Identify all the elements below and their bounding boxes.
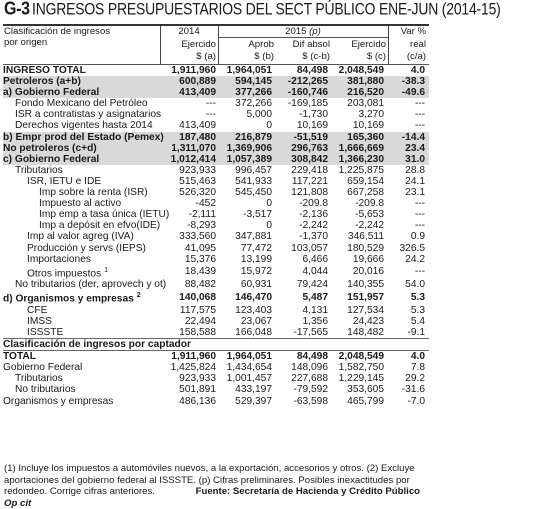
table-row — [3, 384, 429, 395]
cell-ejercido-2014: 117,575 — [179, 304, 216, 316]
cell-var-real: 4.0 — [386, 351, 429, 363]
table-row — [3, 154, 429, 165]
cell-dif-absol: 79,424 — [296, 279, 328, 291]
cell-dif-absol: -2,136 — [299, 209, 328, 221]
row-label: a) Gobierno Federal — [3, 87, 160, 98]
row-label: b) Empr prod del Estado (Pemex) — [3, 131, 164, 143]
row-label: No tributarios (der, aprovech y ot) — [15, 279, 167, 291]
cell-aprobado-2015: 13,199 — [240, 253, 272, 265]
cell-ejercido-2014: 600,889 — [160, 76, 218, 87]
cell-dif-absol: 296,763 — [274, 143, 330, 154]
cell-dif-absol: 4,044 — [302, 266, 328, 278]
cell-aprobado-2015: 1,057,389 — [218, 154, 274, 165]
cell-aprobado-2015: 996,457 — [235, 164, 272, 176]
cell-ejercido-2014: 923,933 — [179, 164, 216, 176]
revenue-table-body — [3, 65, 429, 407]
cell-aprobado-2015: 0 — [266, 198, 272, 210]
cell-ejercido-2014: 501,891 — [179, 384, 216, 396]
cell-ejercido-2014: -2,111 — [188, 209, 216, 221]
header-year-2015: 2015 (p) — [285, 26, 321, 37]
cell-var-real: --- — [414, 98, 425, 110]
cell-ejercido-2015: 19,666 — [352, 253, 384, 265]
header-col5-l1: real — [410, 39, 426, 50]
row-label: Imp emp a tasa única (IETU) — [39, 209, 170, 221]
table-row — [3, 176, 429, 187]
cell-var-real: --- — [414, 220, 425, 232]
cell-dif-absol: -1,730 — [299, 109, 328, 121]
cell-aprobado-2015: 60,931 — [240, 279, 272, 291]
table-row — [3, 120, 429, 131]
cell-aprobado-2015: 77,472 — [240, 242, 272, 254]
cell-ejercido-2014: 88,482 — [184, 279, 216, 291]
cell-aprobado-2015: 216,879 — [218, 132, 274, 143]
cell-aprobado-2015: 1,964,051 — [226, 65, 272, 76]
cell-ejercido-2014: -452 — [195, 198, 216, 210]
cell-aprobado-2015: 372,266 — [235, 98, 272, 110]
cell-var-real: --- — [414, 109, 425, 121]
cell-ejercido-2015: 203,081 — [347, 98, 384, 110]
table-row — [3, 220, 429, 231]
year-2015-rule — [218, 37, 388, 38]
cell-dif-absol — [274, 339, 330, 351]
cell-ejercido-2015: 148,482 — [347, 326, 384, 338]
row-label: No petroleros (c+d) — [3, 143, 160, 154]
table-row — [3, 327, 429, 339]
cell-var-real: 28.8 — [405, 164, 425, 176]
cell-ejercido-2015: 3,270 — [358, 109, 384, 121]
cell-dif-absol: 6,466 — [302, 253, 328, 265]
cell-ejercido-2014: 140,068 — [179, 291, 216, 303]
cell-ejercido-2014: --- — [205, 109, 216, 121]
cell-ejercido-2015: 659,154 — [347, 175, 384, 187]
cell-aprobado-2015: 377,266 — [218, 87, 274, 98]
cell-dif-absol: -209.8 — [299, 198, 328, 210]
row-label: Imp a depósit en efvo(IDE) — [39, 220, 161, 232]
row-label: ISSSTE — [27, 326, 64, 338]
table-row — [3, 109, 429, 120]
cell-aprobado-2015: 1,964,051 — [218, 351, 274, 363]
cell-ejercido-2015: 10,169 — [352, 120, 384, 132]
header-year-2014: 2014 — [178, 26, 200, 37]
row-label: Derechos vigentes hasta 2014 — [15, 120, 153, 132]
cell-dif-absol: 5,487 — [302, 291, 328, 303]
cell-aprobado-2015: 23,067 — [240, 315, 272, 327]
table-row — [3, 265, 429, 279]
cell-aprobado-2015: 1,369,906 — [218, 143, 274, 154]
cell-ejercido-2015: 20,016 — [352, 266, 384, 278]
cell-ejercido-2015: 465,799 — [347, 395, 384, 407]
row-label: Petroleros (a+b) — [3, 76, 160, 87]
cell-aprobado-2015: 545,450 — [235, 187, 272, 199]
cell-var-real: 23.1 — [405, 187, 425, 199]
cell-var-real: --- — [414, 120, 425, 132]
table-row — [3, 243, 429, 254]
cell-ejercido-2014: 1,311,070 — [160, 143, 218, 154]
cell-ejercido-2014: 413,409 — [160, 87, 218, 98]
row-label: Tributarios — [15, 373, 63, 385]
cell-ejercido-2015: 140,355 — [347, 279, 384, 291]
table-row — [3, 290, 429, 304]
table-row — [3, 373, 429, 384]
row-label: Impuesto al activo — [39, 198, 122, 210]
cell-ejercido-2015 — [330, 339, 386, 351]
header-var-pct: Var % — [400, 26, 426, 37]
row-label: Otros impuestos $^1$ — [27, 266, 109, 280]
header-col1-l1: Ejercido — [181, 39, 216, 50]
cell-dif-absol: 121,808 — [291, 187, 328, 199]
cell-aprobado-2015 — [218, 339, 274, 351]
cell-var-real: -31.6 — [401, 384, 425, 396]
cell-dif-absol: -63,598 — [293, 395, 328, 407]
row-label: Clasificación de ingresos por captador — [3, 339, 191, 351]
footnotes — [4, 463, 430, 509]
cell-aprobado-2015: 594,145 — [218, 76, 274, 87]
cell-aprobado-2015: 1,001,457 — [226, 373, 272, 385]
header-col4-l1: Ejercido — [351, 39, 386, 50]
cell-ejercido-2015: 2,048,549 — [330, 351, 386, 363]
cell-var-real: 0.9 — [410, 231, 425, 243]
table-row — [3, 305, 429, 316]
row-label: Organismos y empresas — [3, 395, 114, 407]
cell-dif-absol: -160,746 — [274, 87, 330, 98]
cell-var-real: --- — [414, 198, 425, 210]
table-row — [3, 143, 429, 154]
cell-ejercido-2015: 1,366,230 — [330, 154, 386, 165]
row-label: INGRESO TOTAL — [3, 65, 86, 76]
row-label: d) Organismos y empresas $^2$ — [3, 292, 141, 305]
cell-var-real: 24.1 — [405, 175, 425, 187]
row-label: Fondo Mexicano del Petróleo — [15, 98, 148, 110]
cell-dif-absol: 103,057 — [291, 242, 328, 254]
cell-aprobado-2015: 5,000 — [246, 109, 272, 121]
cell-ejercido-2015: 667,258 — [347, 187, 384, 199]
cell-dif-absol: 84,498 — [296, 65, 328, 76]
title-text: INGRESOS PRESUPUESTARIOS DEL SECT PÚBLICO ENE-JUN (2014-15) — [31, 0, 501, 19]
cell-ejercido-2015: -209.8 — [355, 198, 384, 210]
cell-dif-absol: 229,418 — [291, 164, 328, 176]
cell-ejercido-2014: 158,588 — [179, 326, 216, 338]
row-label: Imp al valor agreg (IVA) — [27, 231, 134, 243]
cell-var-real: --- — [414, 209, 425, 221]
cell-ejercido-2015: 180,529 — [347, 242, 384, 254]
row-label: No tributarios — [15, 384, 76, 396]
cell-var-real: 31.0 — [386, 154, 429, 165]
cell-aprobado-2015: 123,403 — [235, 304, 272, 316]
cell-var-real: -7.0 — [407, 395, 425, 407]
header-col2-l2: $ (b) — [254, 51, 274, 62]
footnote-line-1: (1) Incluye los impuestos a automóviles nuevos, a la exportación, accesorios y otros. (2) Excluye — [4, 463, 415, 474]
source-credit: Fuente: Secretaría de Hacienda y Crédito Público Op cit — [4, 486, 421, 509]
cell-ejercido-2014: 15,376 — [184, 253, 216, 265]
cell-ejercido-2014: 515,463 — [179, 175, 216, 187]
cell-var-real: 5.4 — [410, 315, 425, 327]
header-label-1: Clasificación de ingresos — [4, 26, 111, 37]
header-col3-l2: $ (c-b) — [302, 51, 330, 62]
cell-ejercido-2015: 381,880 — [330, 76, 386, 87]
table-row — [3, 76, 429, 87]
cell-var-real: -49.6 — [386, 87, 429, 98]
cell-dif-absol: -17,565 — [293, 326, 328, 338]
cell-var-real: -14.4 — [386, 132, 429, 143]
header-col5-l2: (c/a) — [406, 51, 426, 62]
row-label: CFE — [27, 304, 48, 316]
cell-aprobado-2015: 15,972 — [240, 266, 272, 278]
cell-ejercido-2014: 486,136 — [179, 395, 216, 407]
title-code: G-3 — [4, 0, 30, 20]
table-row — [3, 316, 429, 327]
cell-dif-absol: -79,592 — [293, 384, 328, 396]
cell-dif-absol: 117,221 — [291, 175, 328, 187]
cell-ejercido-2015: 1,666,669 — [330, 143, 386, 154]
row-label: Gobierno Federal — [3, 362, 83, 374]
cell-ejercido-2014: 22,494 — [184, 315, 216, 327]
cell-var-real: 4.0 — [410, 65, 425, 76]
row-label: IMSS — [27, 315, 52, 327]
cell-aprobado-2015: 0 — [266, 220, 272, 232]
table-row — [3, 362, 429, 373]
cell-ejercido-2014: 18,439 — [184, 266, 216, 278]
cell-var-real: 54.0 — [405, 279, 425, 291]
table-row — [3, 209, 429, 220]
cell-ejercido-2014: 187,480 — [160, 132, 218, 143]
cell-dif-absol: 1,356 — [302, 315, 328, 327]
cell-var-real: 5.3 — [410, 304, 425, 316]
cell-dif-absol: 308,842 — [274, 154, 330, 165]
table-row — [3, 396, 429, 407]
table-row — [3, 187, 429, 198]
revenue-table — [3, 65, 429, 407]
table-row — [3, 132, 429, 143]
cell-ejercido-2015: 216,520 — [330, 87, 386, 98]
cell-ejercido-2015: -5,653 — [355, 209, 384, 221]
cell-aprobado-2015: 166,048 — [235, 326, 272, 338]
cell-dif-absol: 10,169 — [296, 120, 328, 132]
header-col2-l1: Aprob — [248, 39, 274, 50]
cell-aprobado-2015: 541,933 — [235, 175, 272, 187]
row-label: Imp sobre la renta (ISR) — [39, 187, 148, 199]
cell-ejercido-2015: 127,534 — [347, 304, 384, 316]
cell-ejercido-2014: 923,933 — [179, 373, 216, 385]
row-label: Tributarios — [15, 164, 63, 176]
cell-aprobado-2015: 529,397 — [235, 395, 272, 407]
row-label: Producción y servs (IEPS) — [27, 242, 146, 254]
cell-aprobado-2015: 1,434,654 — [226, 362, 272, 374]
cell-ejercido-2014: 1,911,960 — [171, 65, 216, 76]
cell-var-real: 23.4 — [386, 143, 429, 154]
cell-var-real: -9.1 — [407, 326, 425, 338]
cell-ejercido-2014: 413,409 — [179, 120, 216, 132]
table-row — [3, 339, 429, 351]
cell-dif-absol: 84,498 — [274, 351, 330, 363]
row-label: ISR a contratistas y asignatarios — [15, 109, 162, 121]
cell-ejercido-2015: 2,048,549 — [338, 65, 384, 76]
row-label: TOTAL — [3, 351, 160, 363]
cell-ejercido-2015: 346,511 — [347, 231, 384, 243]
cell-aprobado-2015: 0 — [266, 120, 272, 132]
cell-var-real: 29.2 — [405, 373, 425, 385]
cell-dif-absol: -212,265 — [274, 76, 330, 87]
cell-var-real: -38.3 — [386, 76, 429, 87]
table-row — [3, 198, 429, 209]
cell-ejercido-2014: 526,320 — [179, 187, 216, 199]
table-row — [3, 98, 429, 109]
cell-var-real: --- — [414, 266, 425, 278]
table-row — [3, 279, 429, 290]
table-row — [3, 351, 429, 363]
cell-ejercido-2015: 1,582,750 — [338, 362, 384, 374]
footnote-line-2: aportaciones del gobierno federal al ISSSTE. (p) Cifras preliminares. Posibles inexactitudes por — [4, 474, 410, 486]
cell-ejercido-2015: 24,423 — [352, 315, 384, 327]
cell-ejercido-2014: 1,911,960 — [160, 351, 218, 363]
cell-aprobado-2015: 433,197 — [235, 384, 272, 396]
cell-ejercido-2015: 353,605 — [347, 384, 384, 396]
cell-var-real — [386, 339, 429, 351]
footnote-line-3: redondeo. Corrige cifras anteriores. Fuente: Secretaría de Hacienda y Crédito Público Op cit — [4, 486, 421, 509]
cell-ejercido-2015: 1,225,875 — [338, 164, 384, 176]
cell-dif-absol: -51,519 — [274, 132, 330, 143]
table-row — [3, 65, 429, 76]
header-col4-l2: $ (c) — [366, 51, 386, 62]
row-label: Importaciones — [27, 253, 91, 265]
cell-var-real: 7.8 — [410, 362, 425, 374]
cell-ejercido-2014: 1,425,824 — [170, 362, 216, 374]
row-label: ISR, IETU e IDE — [27, 175, 102, 187]
cell-dif-absol: 148,096 — [291, 362, 328, 374]
cell-dif-absol: 227,688 — [291, 373, 328, 385]
cell-ejercido-2015: 165,360 — [330, 132, 386, 143]
cell-ejercido-2014: 1,012,414 — [160, 154, 218, 165]
cell-dif-absol: -2,242 — [299, 220, 328, 232]
row-label: c) Gobierno Federal — [3, 154, 160, 165]
cell-ejercido-2014: --- — [205, 98, 216, 110]
header-label-2: por origen — [4, 37, 48, 48]
table-row — [3, 165, 429, 176]
cell-var-real: 24.2 — [405, 253, 425, 265]
cell-ejercido-2015: 1,229,145 — [338, 373, 384, 385]
cell-dif-absol: -169,185 — [287, 98, 328, 110]
cell-var-real: 326.5 — [399, 242, 425, 254]
cell-aprobado-2015: -3,517 — [243, 209, 272, 221]
cell-var-real: 5.3 — [410, 291, 425, 303]
cell-aprobado-2015: 347,881 — [235, 231, 272, 243]
table-row — [3, 254, 429, 265]
chart-title — [4, 0, 501, 23]
cell-ejercido-2014: -8,293 — [187, 220, 216, 232]
cell-dif-absol: 4,131 — [302, 304, 328, 316]
header-col1-l2: $ (a) — [196, 51, 216, 62]
cell-ejercido-2015: -2,242 — [355, 220, 384, 232]
header-col3-l1: Dif absol — [292, 39, 330, 50]
cell-dif-absol: -1,370 — [299, 231, 328, 243]
cell-ejercido-2014: 333,560 — [179, 231, 216, 243]
cell-ejercido-2015: 151,957 — [347, 291, 384, 303]
table-row — [3, 231, 429, 242]
cell-aprobado-2015: 146,470 — [235, 291, 272, 303]
cell-ejercido-2014: 41,095 — [184, 242, 216, 254]
table-row — [3, 87, 429, 98]
